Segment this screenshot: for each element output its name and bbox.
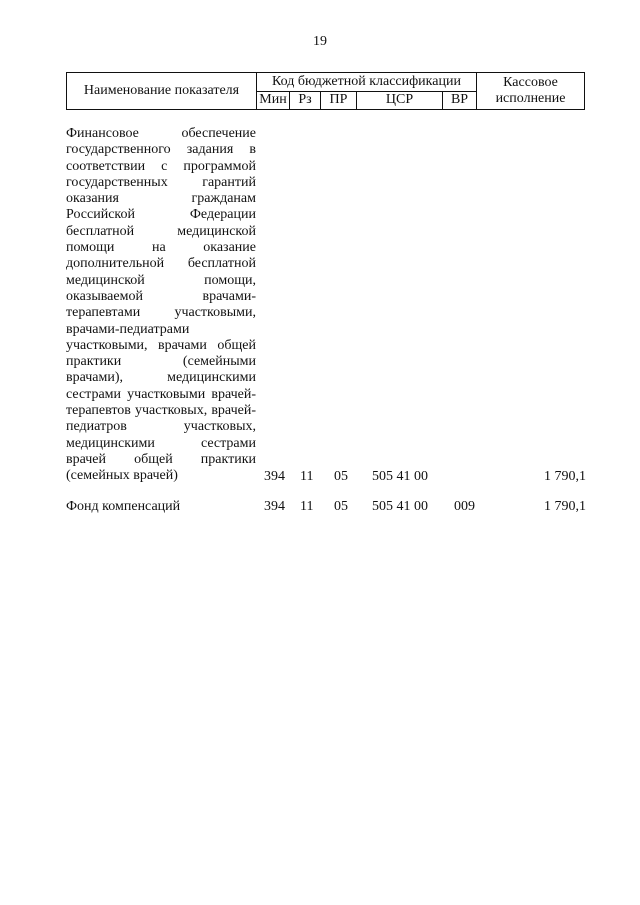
table-header — [66, 72, 585, 110]
header-col-pr: ПР — [321, 91, 357, 110]
header-col-vr: ВР — [443, 91, 477, 110]
table-row — [66, 499, 586, 515]
table-body — [66, 126, 586, 515]
row-csr: 505 41 00 — [372, 498, 428, 514]
row-rz: 11 — [300, 468, 314, 484]
header-execution-line2: исполнение — [495, 91, 566, 106]
row-min: 394 — [264, 468, 285, 484]
header-col-csr: ЦСР — [357, 91, 443, 110]
row-csr: 505 41 00 — [372, 468, 428, 484]
row-min: 394 — [264, 498, 285, 514]
row-sum: 1 790,1 — [544, 468, 586, 484]
row-sum: 1 790,1 — [544, 498, 586, 514]
row-rz: 11 — [300, 498, 314, 514]
header-col-rz: Рз — [290, 91, 321, 110]
row-name: Финансовое обеспечение государственного задания в соответствии с программой государственных гарантий оказания гражданам Российской Федерации бесплатной медицинской помощи на оказание дополнительной бесплатной медицинской помощи, оказываемой врачами-терапевтами участковыми, врачами-педиатрами участковыми, врачами общей практики (семейными врачами), медицинскими сестрами участковыми врачей-терапевтов участковых, врачей-педиатров участковых, медицинскими сестрами врачей общей практики (семейных врачей) — [66, 126, 256, 484]
header-execution — [477, 73, 585, 110]
table-row — [66, 126, 586, 485]
row-vr: 009 — [454, 498, 475, 514]
row-pr: 05 — [334, 468, 348, 484]
header-execution-line1: Кассовое — [503, 75, 558, 90]
row-pr: 05 — [334, 498, 348, 514]
row-name: Фонд компенсаций — [66, 498, 181, 514]
page-number: 19 — [313, 34, 327, 49]
header-code-group: Код бюджетной классификации — [257, 73, 477, 92]
header-name: Наименование показателя — [67, 73, 257, 110]
header-col-min: Мин — [257, 91, 290, 110]
